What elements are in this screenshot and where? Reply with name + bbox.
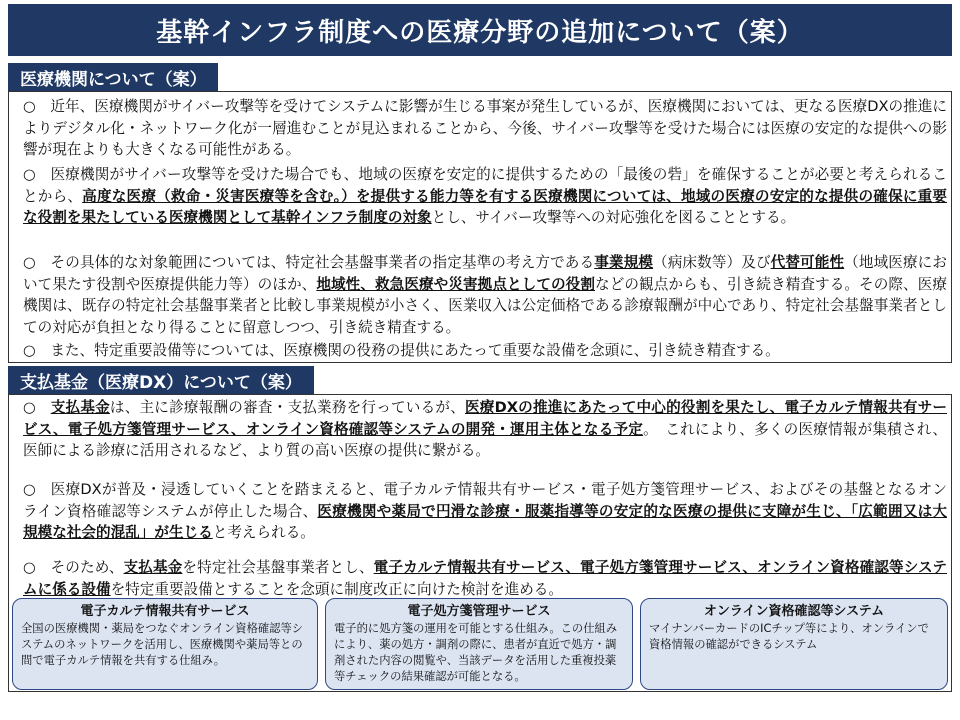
- body-text: は、主に診療報酬の審査・支払業務を行っているが、: [109, 399, 465, 416]
- body-text: ○: [23, 399, 51, 416]
- body-text: ○ また、特定重要設備等については、医療機関の役務の提供にあたって重要な設備を念頭に、引き続き精査する。: [23, 342, 780, 359]
- body-text: を特定社会基盤事業者とし、: [182, 559, 374, 576]
- card-online-eligibility-system: [640, 598, 948, 690]
- emphasis-text: 電子カルテ情報共有サービス、電子処方箋管理サービス、オンライン資格確認等システムに係る設備: [23, 559, 947, 598]
- emphasis-text: 事業規模: [594, 254, 654, 271]
- paragraph: [23, 340, 947, 362]
- emphasis-text: 医療機関や薬局で円滑な診療・服薬指導等の安定的な医療の提供に支障が生じ、「広範囲又は大規模な社会的混乱」が生じる: [23, 502, 947, 541]
- card-e-prescription-service: [325, 598, 633, 690]
- body-text: などの観点からも、引き続き精査する。その際、医療機関は、既存の特定社会基盤事業者と比較し事業規模が小さく、医業収入は公定価格である診療報酬が中心であり、特定社会基盤事業者としての対応が負担となり得ることに留意しつつ、引き続き精査する。: [23, 275, 947, 336]
- card-body: 電子的に処方箋の運用を可能とする仕組み。この仕組みにより、薬の処方・調剤の際に、患者が直近で処方・調剤された内容の閲覧や、当該データを活用した重複投薬等チェックの結果確認が可能となる。: [334, 622, 618, 683]
- body-text: とし、サイバー攻撃等への対応強化を図ることとする。: [431, 209, 796, 226]
- emphasis-text: 支払基金: [50, 399, 110, 416]
- emphasis-text: 代替可能性: [770, 254, 845, 271]
- emphasis-text: 地域性、救急医療や災害拠点としての役割: [316, 275, 596, 293]
- paragraph: [23, 479, 947, 544]
- emphasis-text: 高度な医療（救命・災害医療等を含む。）を提供する能力等を有する医療機関については、地域の医療の安定的な提供の確保に重要な役割を果たしている医療機関として基幹インフラ制度の対象: [23, 187, 947, 226]
- card-ehr-sharing-service: [12, 598, 318, 690]
- body-text: ○ そのため、: [23, 559, 124, 576]
- emphasis-text: 支払基金: [123, 559, 183, 576]
- paragraph: [23, 164, 947, 229]
- card-body: マイナンバーカードのICチップ等により、オンラインで資格情報の確認ができるシステム: [649, 622, 929, 651]
- page-title: 基幹インフラ制度への医療分野の追加について（案）: [8, 4, 952, 56]
- body-text: （病床数等）及び: [653, 254, 771, 271]
- body-text: （地域医療において果たす役割や医療提供能力等）のほか、: [23, 254, 947, 293]
- body-text: と考えられる。: [212, 524, 315, 541]
- card-body: 全国の医療機関・薬局をつなぐオンライン資格確認等システムのネットワークを活用し、医療機関や薬局等との間で電子カルテ情報を共有する仕組み。: [21, 622, 304, 667]
- emphasis-text: 医療DXの推進にあたって中心的役割を果たし、電子カルテ情報共有サービス、電子処方箋管理サービス、オンライン資格確認等システムの開発・運用主体となる予定: [23, 399, 947, 438]
- body-text: ○ その具体的な対象範囲については、特定社会基盤事業者の指定基準の考え方である: [23, 254, 595, 271]
- section-heading-payment-fund: 支払基金（医療DX）について（案）: [8, 366, 314, 394]
- card-title: オンライン資格確認等システム: [703, 604, 885, 619]
- section-box-medical-institutions: [8, 91, 952, 363]
- body-text: 。 これにより、多くの医療情報が集積され、医師による診療に活用されるなど、より質の高い医療の提供に繋がる。: [23, 420, 948, 459]
- body-text: を特定重要設備とすることを念頭に制度改正に向けた検討を進める。: [110, 580, 563, 598]
- paragraph: [23, 252, 947, 338]
- paragraph: [23, 397, 947, 462]
- section-heading-medical-institutions: 医療機関について（案）: [8, 63, 218, 91]
- card-title: 電子カルテ情報共有サービス: [80, 604, 250, 619]
- paragraph: [23, 557, 947, 600]
- card-title: 電子処方箋管理サービス: [407, 604, 551, 619]
- body-text: ○ 近年、医療機関がサイバー攻撃等を受けてシステムに影響が生じる事案が発生しているが、医療機関においては、更なる医療DXの推進によりデジタル化・ネットワーク化が一層進むことが見込まれることから、今後、サイバー攻撃等を受けた場合には医療の安定的な提供への影響が現在よりも大きくなる可能性がある。: [23, 98, 947, 158]
- body-text: ○ 医療機関がサイバー攻撃等を受けた場合でも、地域の医療を安定的に提供するための「最後の砦」を確保することが必要と考えられることから、: [23, 166, 947, 205]
- paragraph: [23, 96, 947, 161]
- body-text: ○ 医療DXが普及・浸透していくことを踏まえると、電子カルテ情報共有サービス・電子処方箋管理サービス、およびその基盤となるオンライン資格確認等システムが停止した場合、: [23, 481, 947, 520]
